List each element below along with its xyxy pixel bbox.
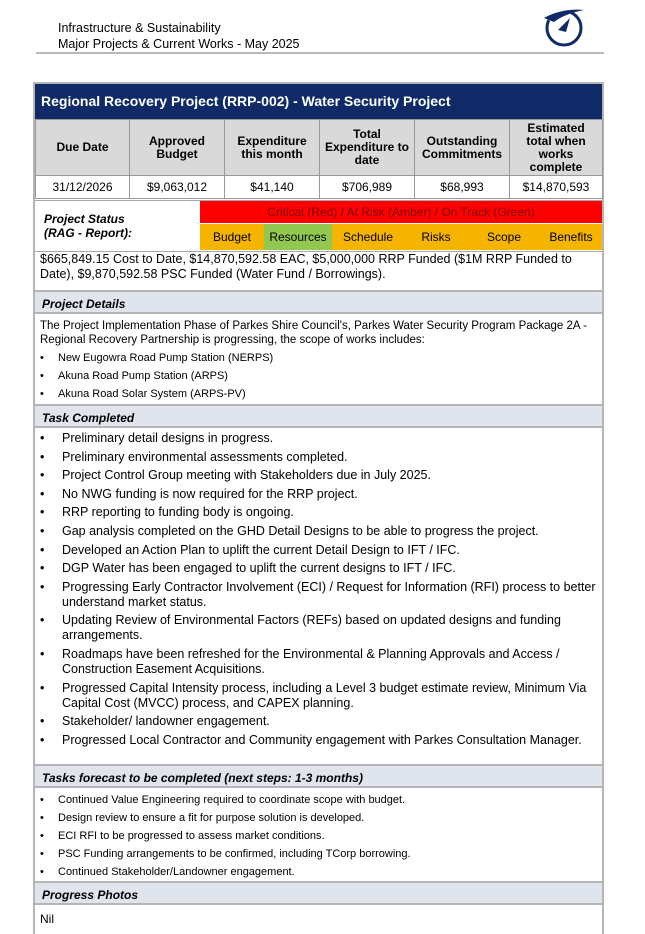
list-item: • DGP Water has been engaged to uplift the current designs to IFT / IFC. (40, 561, 600, 576)
list-item: • Design review to ensure a fit for purpose solution is developed. (40, 809, 600, 827)
rag-resources: Resources (264, 224, 332, 250)
list-item: • ECI RFI to be progressed to assess market conditions. (40, 827, 600, 845)
status-label-line2: (RAG - Report): (44, 226, 132, 240)
project-details-body (40, 319, 600, 403)
col-total-expenditure: Total Expenditure to date (320, 120, 415, 176)
report-header (58, 20, 300, 52)
list-item: • PSC Funding arrangements to be confirmed, including TCorp borrowing. (40, 845, 600, 863)
outstanding-commitments-value: $68,993 (415, 176, 510, 199)
col-due-date: Due Date (36, 120, 130, 176)
list-item: • Progressing Early Contractor Involvement (ECI) / Request for Information (RFI) process to better understand market status. (40, 580, 600, 610)
financial-header-row (36, 120, 603, 176)
cost-summary: $665,849.15 Cost to Date, $14,870,592.58 EAC, $5,000,000 RRP Funded ($1M RRP Funded to Date), $9,870,592.58 PSC Funded (Water Fund / Borrowings). (40, 252, 572, 281)
list-item: • Progressed Capital Intensity process, including a Level 3 budget estimate review, Minimum Via Capital Cost (MVCC) process, and CAPEX planning. (40, 681, 600, 711)
col-approved-budget: Approved Budget (130, 120, 225, 176)
list-item: • Continued Value Engineering required to coordinate scope with budget. (40, 791, 600, 809)
rag-budget: Budget (200, 224, 264, 250)
task-completed-list (40, 431, 600, 751)
list-item: • Stakeholder/ landowner engagement. (40, 714, 600, 729)
project-status-label (44, 212, 132, 240)
status-label-line1: Project Status (44, 212, 125, 226)
list-item: • RRP reporting to funding body is ongoing. (40, 505, 600, 520)
project-title: Regional Recovery Project (RRP-002) - Water Security Project (35, 84, 602, 119)
scope-list (40, 349, 600, 403)
list-item: • Continued Stakeholder/Landowner engagement. (40, 863, 600, 881)
progress-photos-value: Nil (40, 912, 54, 926)
list-item: • Akuna Road Pump Station (ARPS) (40, 367, 600, 385)
progress-photos-heading: Progress Photos (35, 881, 602, 905)
list-item: • Progressed Local Contractor and Community engagement with Parkes Consultation Manager. (40, 733, 600, 748)
financial-value-row (36, 176, 603, 199)
rag-schedule: Schedule (332, 224, 404, 250)
org-title: Infrastructure & Sustainability (58, 21, 221, 35)
list-item: • Project Control Group meeting with Stakeholders due in July 2025. (40, 468, 600, 483)
estimated-total-value: $14,870,593 (510, 176, 603, 199)
list-item: • Developed an Action Plan to uplift the current Detail Design to IFT / IFC. (40, 543, 600, 558)
rag-benefits: Benefits (540, 224, 602, 250)
financial-summary-table (35, 119, 603, 199)
tasks-forecast-list (40, 791, 600, 881)
rag-risks: Risks (404, 224, 468, 250)
rag-scope: Scope (468, 224, 540, 250)
list-item: • Gap analysis completed on the GHD Detail Designs to be able to progress the project. (40, 524, 600, 539)
tasks-forecast-heading: Tasks forecast to be completed (next steps: 1-3 months) (35, 764, 602, 788)
task-completed-heading: Task Completed (35, 404, 602, 428)
compass-swoosh-logo-icon (538, 4, 588, 50)
list-item: • Preliminary detail designs in progress. (40, 431, 600, 446)
list-item: • No NWG funding is now required for the RRP project. (40, 487, 600, 502)
list-item: • Roadmaps have been refreshed for the Environmental & Planning Approvals and Access / Construction Easement Acquisitions. (40, 647, 600, 677)
list-item: • Akuna Road Solar System (ARPS-PV) (40, 385, 600, 403)
list-item: • New Eugowra Road Pump Station (NERPS) (40, 349, 600, 367)
due-date-value: 31/12/2026 (36, 176, 130, 199)
project-details-intro: The Project Implementation Phase of Parkes Shire Council's, Parkes Water Security Program Package 2A - Regional Recovery Partnership is progressing, the scope of works includes: (40, 320, 587, 346)
list-item: • Updating Review of Environmental Factors (REFs) based on updated designs and funding arrangements. (40, 613, 600, 643)
header-divider (36, 52, 604, 54)
approved-budget-value: $9,063,012 (130, 176, 225, 199)
report-subtitle: Major Projects & Current Works - May 2025 (58, 37, 300, 51)
expenditure-month-value: $41,140 (225, 176, 320, 199)
col-estimated-total: Estimated total when works complete (510, 120, 603, 176)
rag-status-row (200, 224, 602, 250)
col-expenditure-month: Expenditure this month (225, 120, 320, 176)
total-expenditure-value: $706,989 (320, 176, 415, 199)
rag-legend: Critical (Red) / At Risk (Amber) / On Track (Green) (200, 201, 602, 223)
col-outstanding-commitments: Outstanding Commitments (415, 120, 510, 176)
list-item: • Preliminary environmental assessments completed. (40, 450, 600, 465)
project-details-heading: Project Details (35, 290, 602, 314)
